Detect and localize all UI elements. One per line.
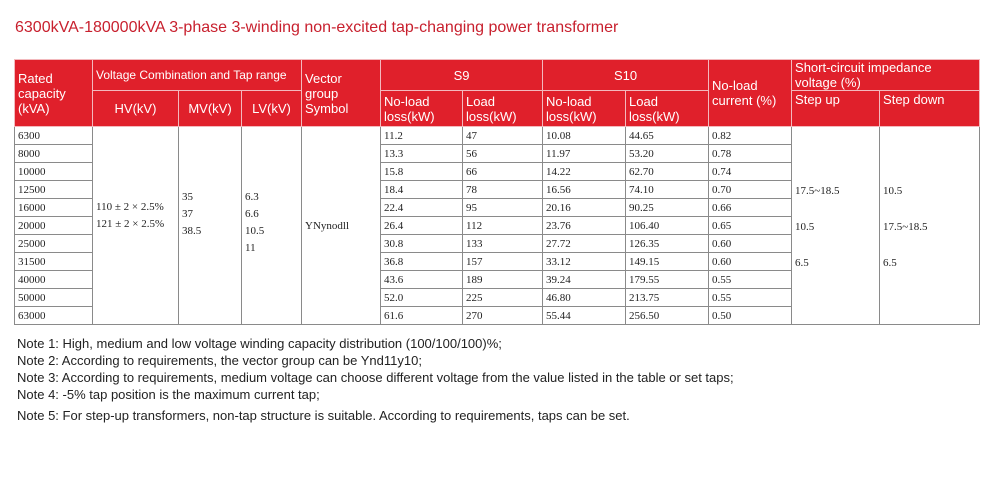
- s10-no-load-cell: 16.56: [543, 181, 626, 199]
- header-s9: S9: [381, 60, 543, 91]
- header-rated-capacity: [15, 60, 93, 127]
- s9-load-cell: 270: [463, 307, 543, 325]
- no-load-current-cell: 0.50: [709, 307, 792, 325]
- s9-no-load-cell: 30.8: [381, 235, 463, 253]
- step-up-value: 17.5~18.5: [795, 185, 840, 197]
- header-rated-capacity-line3: (kVA): [18, 100, 50, 116]
- step-down-value: 17.5~18.5: [883, 221, 928, 233]
- lv-cell-line: 11: [245, 242, 256, 254]
- step-up-value: 10.5: [795, 221, 815, 233]
- header-short-circuit-line1: Short-circuit impedance: [795, 60, 932, 75]
- capacity-cell: 31500: [15, 253, 93, 271]
- s9-load-cell: 189: [463, 271, 543, 289]
- step-down-cell: [880, 127, 980, 325]
- header-step-down: Step down: [880, 91, 980, 127]
- header-s10-load-line1: Load: [629, 93, 658, 109]
- no-load-current-cell: 0.66: [709, 199, 792, 217]
- s10-load-cell: 179.55: [626, 271, 709, 289]
- header-rated-capacity-line2: capacity: [18, 85, 66, 101]
- header-hv: HV(kV): [93, 91, 179, 127]
- s10-no-load-cell: 23.76: [543, 217, 626, 235]
- s9-load-cell: 95: [463, 199, 543, 217]
- no-load-current-cell: 0.70: [709, 181, 792, 199]
- s9-no-load-cell: 61.6: [381, 307, 463, 325]
- header-no-load-current-line2: current (%): [712, 93, 777, 108]
- transformer-spec-table: [14, 59, 980, 325]
- step-up-cell: [792, 127, 880, 325]
- note-3: Note 3: According to requirements, medium voltage can choose different voltage from the value listed in the table or set taps;: [17, 370, 734, 385]
- header-s10-no-load-line1: No-load: [546, 93, 592, 109]
- note-1: Note 1: High, medium and low voltage winding capacity distribution (100/100/100)%;: [17, 336, 502, 351]
- note-4: Note 4: -5% tap position is the maximum current tap;: [17, 387, 320, 402]
- s10-load-cell: 74.10: [626, 181, 709, 199]
- hv-cell-line: 110 ± 2 × 2.5%: [96, 201, 164, 213]
- s9-no-load-cell: 22.4: [381, 199, 463, 217]
- capacity-cell: 50000: [15, 289, 93, 307]
- capacity-cell: 8000: [15, 145, 93, 163]
- table-row: [15, 127, 980, 145]
- s10-load-cell: 62.70: [626, 163, 709, 181]
- header-s10: S10: [543, 60, 709, 91]
- s9-load-cell: 112: [463, 217, 543, 235]
- s9-no-load-cell: 52.0: [381, 289, 463, 307]
- header-step-up: Step up: [792, 91, 880, 127]
- capacity-cell: 12500: [15, 181, 93, 199]
- header-s10-no-load-line2: loss(kW): [546, 108, 597, 124]
- lv-cell-line: 6.3: [245, 191, 259, 203]
- s9-no-load-cell: 15.8: [381, 163, 463, 181]
- s10-no-load-cell: 46.80: [543, 289, 626, 307]
- s10-load-cell: 213.75: [626, 289, 709, 307]
- lv-cell-line: 6.6: [245, 208, 259, 220]
- s10-no-load-cell: 20.16: [543, 199, 626, 217]
- header-vector-group-line1: Vector: [305, 70, 342, 86]
- header-s10-load-line2: loss(kW): [629, 108, 680, 124]
- header-no-load-current: [709, 60, 792, 127]
- hv-cell-line: 121 ± 2 × 2.5%: [96, 218, 165, 230]
- mv-cell: [179, 127, 242, 325]
- header-s9-no-load-loss: [381, 91, 463, 127]
- header-s9-load-line2: loss(kW): [466, 108, 517, 124]
- s10-load-cell: 53.20: [626, 145, 709, 163]
- s9-load-cell: 133: [463, 235, 543, 253]
- no-load-current-cell: 0.60: [709, 235, 792, 253]
- s10-no-load-cell: 55.44: [543, 307, 626, 325]
- header-s10-no-load-loss: [543, 91, 626, 127]
- table-body: [15, 127, 980, 325]
- header-short-circuit: [792, 60, 980, 91]
- header-lv: LV(kV): [242, 91, 302, 127]
- header-short-circuit-line2: voltage (%): [795, 75, 861, 90]
- step-down-value: 6.5: [883, 257, 897, 269]
- s9-load-cell: 225: [463, 289, 543, 307]
- s9-load-cell: 56: [463, 145, 543, 163]
- vector-group-cell: YNynodll: [302, 127, 381, 325]
- header-rated-capacity-line1: Rated: [18, 70, 53, 86]
- no-load-current-cell: 0.74: [709, 163, 792, 181]
- s10-no-load-cell: 27.72: [543, 235, 626, 253]
- s9-load-cell: 78: [463, 181, 543, 199]
- s10-no-load-cell: 39.24: [543, 271, 626, 289]
- header-mv: MV(kV): [179, 91, 242, 127]
- s9-no-load-cell: 43.6: [381, 271, 463, 289]
- s10-load-cell: 44.65: [626, 127, 709, 145]
- s10-no-load-cell: 11.97: [543, 145, 626, 163]
- capacity-cell: 16000: [15, 199, 93, 217]
- no-load-current-cell: 0.82: [709, 127, 792, 145]
- note-5: Note 5: For step-up transformers, non-tap structure is suitable. According to requirements, taps can be set.: [17, 408, 630, 423]
- capacity-cell: 20000: [15, 217, 93, 235]
- capacity-cell: 40000: [15, 271, 93, 289]
- s9-load-cell: 47: [463, 127, 543, 145]
- no-load-current-cell: 0.65: [709, 217, 792, 235]
- no-load-current-cell: 0.60: [709, 253, 792, 271]
- page-title: 6300kVA-180000kVA 3-phase 3-winding non-excited tap-changing power transformer: [15, 19, 619, 36]
- s10-load-cell: 106.40: [626, 217, 709, 235]
- header-s9-no-load-line2: loss(kW): [384, 108, 435, 124]
- step-down-value: 10.5: [883, 185, 903, 197]
- no-load-current-cell: 0.55: [709, 271, 792, 289]
- header-vector-group-line2: group: [305, 85, 339, 101]
- header-vector-group-line3: Symbol: [305, 100, 349, 116]
- header-s9-load-loss: [463, 91, 543, 127]
- capacity-cell: 10000: [15, 163, 93, 181]
- s10-no-load-cell: 10.08: [543, 127, 626, 145]
- lv-cell: [242, 127, 302, 325]
- header-voltage-combination: Voltage Combination and Tap range: [93, 60, 302, 91]
- s9-load-cell: 66: [463, 163, 543, 181]
- s10-load-cell: 126.35: [626, 235, 709, 253]
- hv-cell: [93, 127, 179, 325]
- s9-no-load-cell: 18.4: [381, 181, 463, 199]
- header-s9-load-line1: Load: [466, 93, 495, 109]
- s10-no-load-cell: 14.22: [543, 163, 626, 181]
- mv-cell-line: 35: [182, 191, 193, 203]
- s10-load-cell: 149.15: [626, 253, 709, 271]
- s9-no-load-cell: 36.8: [381, 253, 463, 271]
- s9-no-load-cell: 11.2: [381, 127, 463, 145]
- mv-cell-line: 37: [182, 208, 193, 220]
- s9-no-load-cell: 26.4: [381, 217, 463, 235]
- no-load-current-cell: 0.55: [709, 289, 792, 307]
- header-s10-load-loss: [626, 91, 709, 127]
- s10-no-load-cell: 33.12: [543, 253, 626, 271]
- s9-no-load-cell: 13.3: [381, 145, 463, 163]
- header-s9-no-load-line1: No-load: [384, 93, 430, 109]
- header-no-load-current-line1: No-load: [712, 78, 758, 93]
- mv-cell-line: 38.5: [182, 225, 202, 237]
- no-load-current-cell: 0.78: [709, 145, 792, 163]
- capacity-cell: 63000: [15, 307, 93, 325]
- note-2: Note 2: According to requirements, the vector group can be Ynd11y10;: [17, 353, 422, 368]
- s10-load-cell: 90.25: [626, 199, 709, 217]
- step-up-value: 6.5: [795, 257, 809, 269]
- notes: [17, 335, 734, 424]
- s9-load-cell: 157: [463, 253, 543, 271]
- capacity-cell: 25000: [15, 235, 93, 253]
- s10-load-cell: 256.50: [626, 307, 709, 325]
- lv-cell-line: 10.5: [245, 225, 265, 237]
- capacity-cell: 6300: [15, 127, 93, 145]
- header-vector-group: [302, 60, 381, 127]
